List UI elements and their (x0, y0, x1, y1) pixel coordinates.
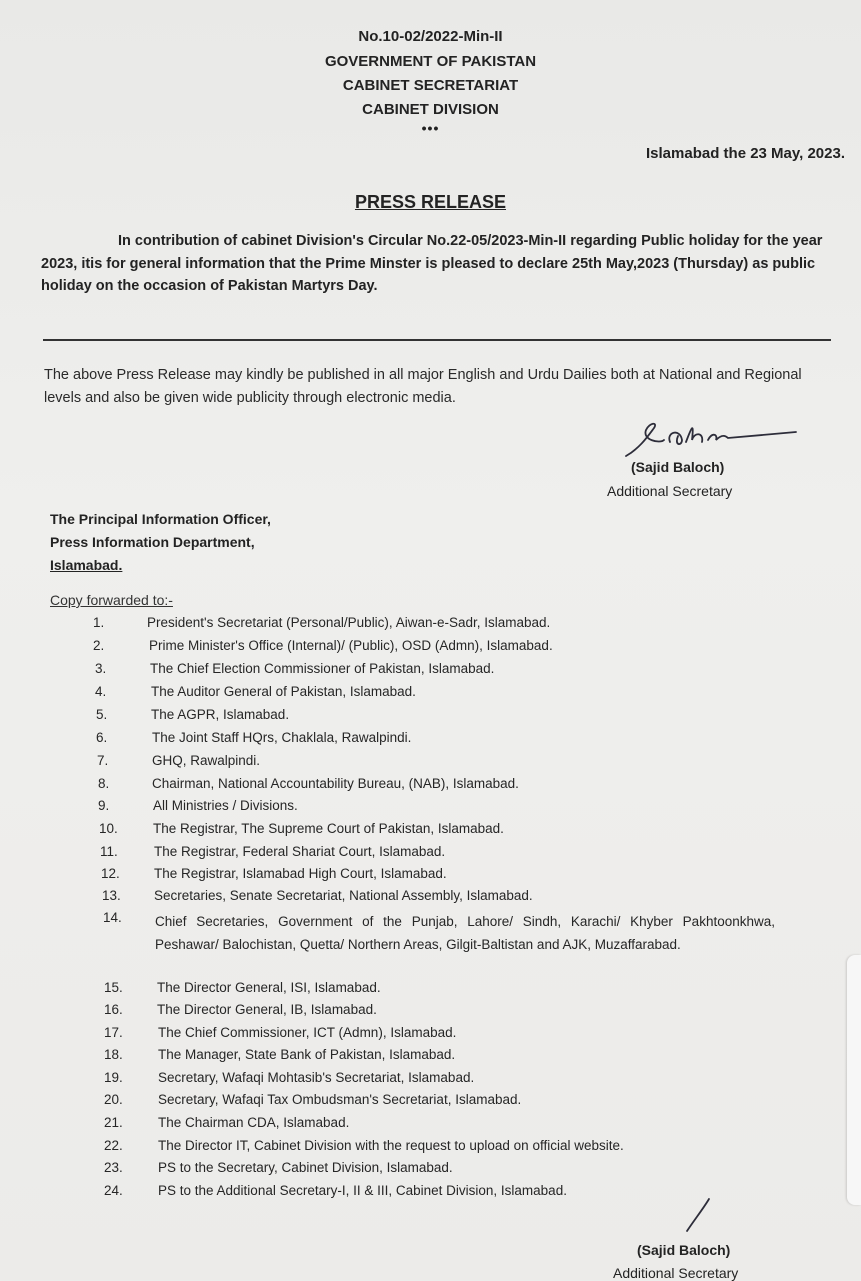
addressee-block (50, 508, 271, 577)
list-item-number: 9. (98, 798, 110, 813)
list-item-text: The Director IT, Cabinet Division with the request to upload on official website. (158, 1138, 624, 1153)
list-item-number: 14. (103, 910, 122, 925)
header-dots: ••• (421, 120, 440, 136)
list-item-number: 6. (96, 730, 108, 745)
scrollbar[interactable] (847, 955, 861, 1205)
list-item-number: 12. (101, 866, 120, 881)
signatory-name-bottom: (Sajid Baloch) (637, 1242, 731, 1258)
list-item-text: Secretaries, Senate Secretariat, National Assembly, Islamabad. (154, 888, 533, 903)
signatory-designation: Additional Secretary (607, 483, 733, 499)
list-item-number: 1. (93, 615, 105, 630)
signatory-name: (Sajid Baloch) (631, 459, 725, 475)
list-item-number: 3. (95, 661, 107, 676)
list-item-text: The Joint Staff HQrs, Chaklala, Rawalpindi. (152, 730, 412, 745)
list-item-number: 4. (95, 684, 107, 699)
list-item-text: The Chairman CDA, Islamabad. (158, 1115, 350, 1130)
copy-forwarded-label: Copy forwarded to:- (50, 592, 173, 608)
page-title: PRESS RELEASE (354, 192, 507, 212)
list-item-text: The Registrar, Federal Shariat Court, Islamabad. (154, 844, 446, 859)
list-item-number: 24. (104, 1183, 123, 1198)
list-item-text: The Registrar, The Supreme Court of Pakistan, Islamabad. (153, 821, 504, 836)
list-item-text: PS to the Additional Secretary-I, II & III, Cabinet Division, Islamabad. (158, 1183, 567, 1198)
signature-mark (620, 418, 800, 460)
list-item-number: 19. (104, 1070, 123, 1085)
list-item-text: Secretary, Wafaqi Tax Ombudsman's Secretariat, Islamabad. (158, 1092, 522, 1107)
addressee-line: Press Information Department, (50, 534, 255, 550)
press-release-body: In contribution of cabinet Division's Circular No.22-05/2023-Min-II regarding Public holiday for the year 2023, itis for general information that the Prime Minster is pleased to declare 25th May,2023 (Thursday) as public holiday on the occasion of Pakistan Martyrs Day. (41, 233, 823, 294)
list-item-number: 17. (104, 1025, 123, 1040)
list-item-text: Prime Minister's Office (Internal)/ (Public), OSD (Admn), Islamabad. (149, 638, 553, 653)
list-item-text: The Director General, IB, Islamabad. (157, 1002, 377, 1017)
list-item-text: GHQ, Rawalpindi. (152, 753, 261, 768)
list-item-number: 22. (104, 1138, 123, 1153)
list-item-number: 7. (97, 753, 109, 768)
initials-mark (683, 1195, 713, 1235)
list-item-text: The AGPR, Islamabad. (151, 707, 290, 722)
list-item-text: Secretary, Wafaqi Mohtasib's Secretariat, Islamabad. (158, 1070, 475, 1085)
header-government: GOVERNMENT OF PAKISTAN (324, 53, 537, 70)
publication-note: The above Press Release may kindly be published in all major English and Urdu Dailies both at National and Regional levels and also be given wide publicity through electronic media. (44, 367, 802, 406)
list-item-number: 11. (100, 844, 118, 859)
list-item-text: All Ministries / Divisions. (153, 798, 298, 813)
header-secretariat: CABINET SECRETARIAT (342, 77, 519, 94)
list-item-text: The Chief Election Commissioner of Pakistan, Islamabad. (150, 661, 495, 676)
list-item-text: The Manager, State Bank of Pakistan, Islamabad. (158, 1047, 456, 1062)
list-item-number: 20. (104, 1092, 123, 1107)
header-division: CABINET DIVISION (362, 101, 499, 118)
reference-number: No.10-02/2022-Min-II (358, 28, 503, 45)
list-item-text: Chief Secretaries, Government of the Punjab, Lahore/ Sindh, Karachi/ Khyber Pakhtoonkhwa, Peshawar/ Balochistan, Quetta/ Northern Areas, Gilgit-Baltistan and AJK, Muzaffarabad. (155, 914, 775, 952)
list-item-text: Chairman, National Accountability Bureau, (NAB), Islamabad. (152, 776, 519, 791)
signatory-designation-bottom: Additional Secretary (613, 1265, 739, 1281)
list-item-number: 21. (104, 1115, 123, 1130)
addressee-line: The Principal Information Officer, (50, 511, 271, 527)
list-item-number: 2. (93, 638, 105, 653)
list-item-number: 10. (99, 821, 118, 836)
list-item-text: The Director General, ISI, Islamabad. (157, 980, 381, 995)
list-item-text: PS to the Secretary, Cabinet Division, Islamabad. (158, 1160, 453, 1175)
list-item-number: 16. (104, 1002, 123, 1017)
list-item-number: 18. (104, 1047, 123, 1062)
list-item-number: 23. (104, 1160, 123, 1175)
list-item-number: 13. (102, 888, 121, 903)
list-item-text: The Chief Commissioner, ICT (Admn), Islamabad. (158, 1025, 457, 1040)
list-item-text: The Registrar, Islamabad High Court, Islamabad. (154, 866, 447, 881)
list-item-text: President's Secretariat (Personal/Public), Aiwan-e-Sadr, Islamabad. (147, 615, 551, 630)
addressee-line: Islamabad. (50, 557, 123, 573)
issue-date: Islamabad the 23 May, 2023. (646, 145, 845, 162)
divider (43, 339, 831, 341)
list-item-number: 8. (98, 776, 110, 791)
list-item-number: 5. (96, 707, 108, 722)
list-item-number: 15. (104, 980, 123, 995)
list-item-text: The Auditor General of Pakistan, Islamabad. (151, 684, 416, 699)
